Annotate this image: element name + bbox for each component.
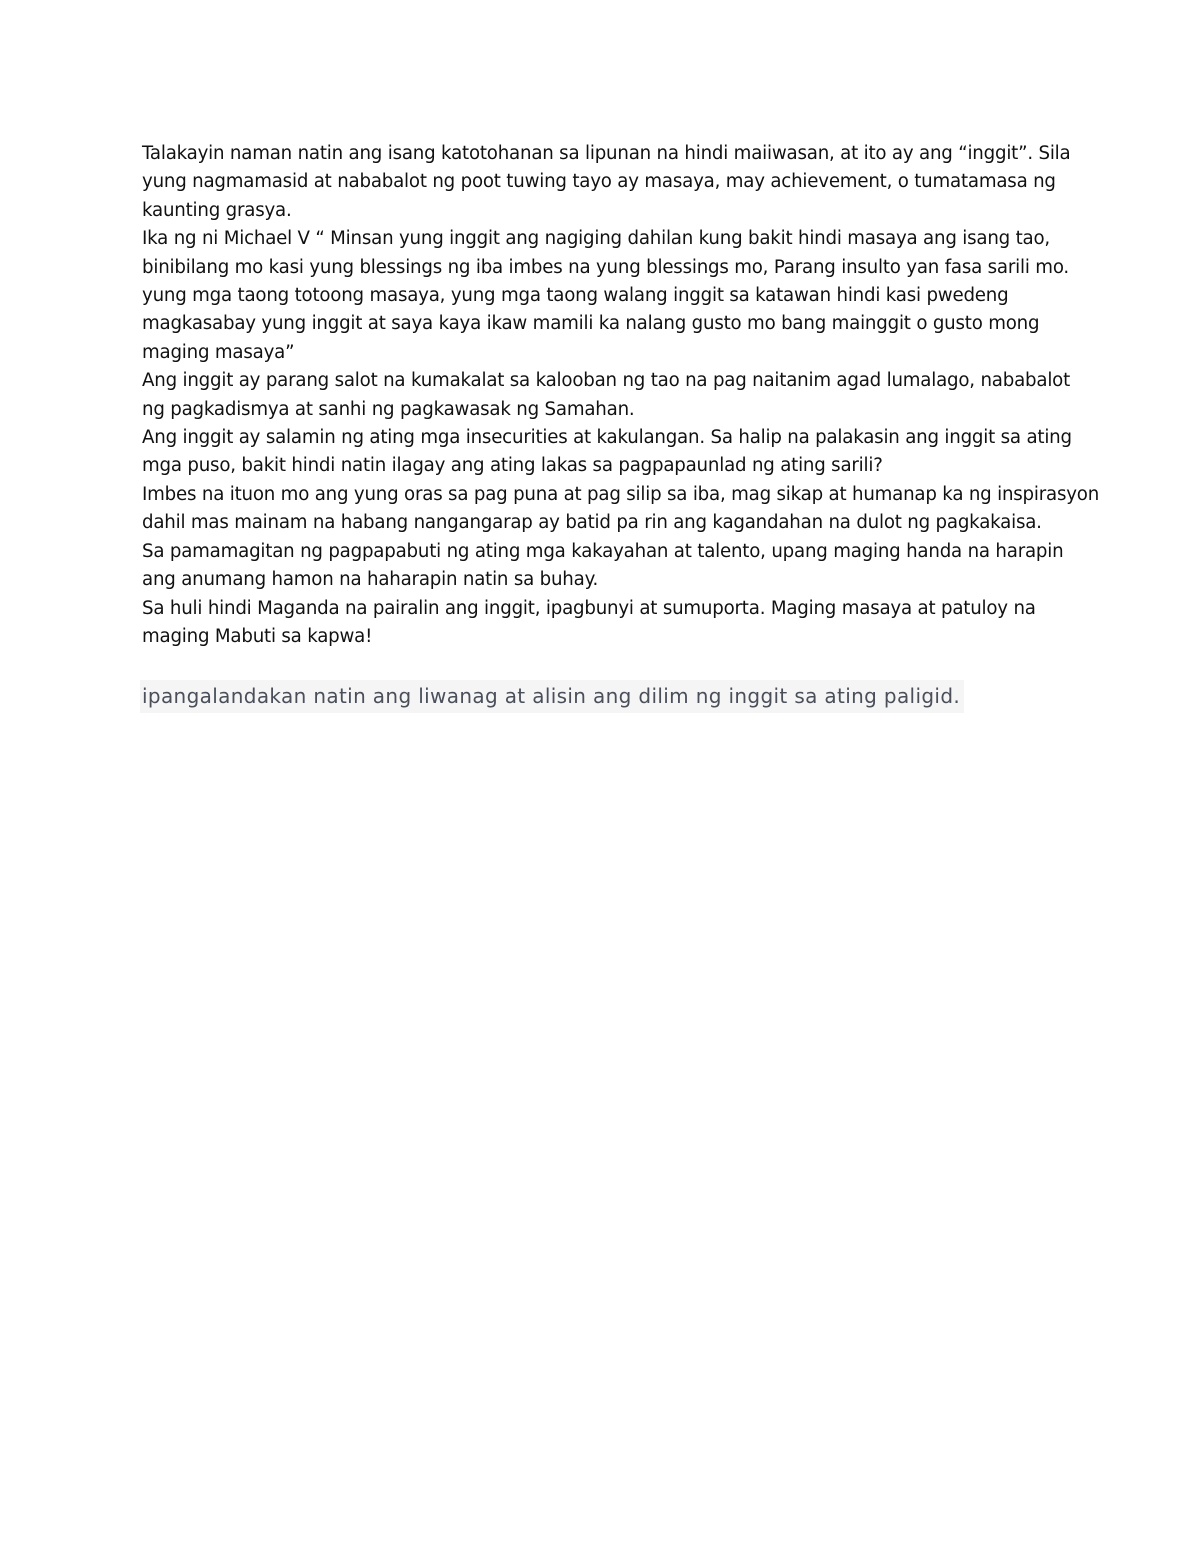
text-line: ang anumang hamon na haharapin natin sa buhay. [142, 569, 599, 591]
text-line: Ika ng ni Michael V “ Minsan yung inggit ang nagiging dahilan kung bakit hindi masaya ang isang tao, [142, 228, 1050, 250]
text-line: maging Mabuti sa kapwa! [142, 625, 373, 647]
text-line: Ang inggit ay salamin ng ating mga insecurities at kakulangan. Sa halip na palakasin ang inggit sa ating [142, 427, 1072, 449]
text-line: Talakayin naman natin ang isang katotohanan sa lipunan na hindi maiiwasan, at ito ay ang “inggit”. Sila [142, 143, 1071, 164]
text-line: Ang inggit ay parang salot na kumakalat sa kalooban ng tao na pag naitanim agad lumalago, nababalot [142, 370, 1071, 392]
closing-line: ipangalandakan natin ang liwanag at alisin ang dilim ng inggit sa ating paligid. [140, 680, 964, 713]
text-line: binibilang mo kasi yung blessings ng iba imbes na yung blessings mo, Parang insulto yan fasa sarili mo. [142, 256, 1070, 278]
text-line: Sa pamamagitan ng pagpapabuti ng ating mga kakayahan at talento, upang maging handa na harapin [142, 540, 1064, 562]
text-line: Imbes na ituon mo ang yung oras sa pag puna at pag silip sa iba, mag sikap at humanap ka ng inspirasyon [142, 483, 1100, 505]
body-text [142, 140, 1100, 651]
text-line: ng pagkadismya at sanhi ng pagkawasak ng Samahan. [142, 398, 635, 420]
text-line: yung mga taong totoong masaya, yung mga taong walang inggit sa katawan hindi kasi pwedeng [142, 285, 1009, 307]
text-line: mga puso, bakit hindi natin ilagay ang ating lakas sa pagpapaunlad ng ating sarili? [142, 455, 883, 477]
text-line: magkasabay yung inggit at saya kaya ikaw mamili ka nalang gusto mo bang mainggit o gusto mong [142, 313, 1040, 335]
text-line: maging masaya” [142, 341, 295, 363]
text-line: yung nagmamasid at nababalot ng poot tuwing tayo ay masaya, may achievement, o tumatamasa ng [142, 171, 1056, 193]
text-line: dahil mas mainam na habang nangangarap ay batid pa rin ang kagandahan na dulot ng pagkakaisa. [142, 512, 1042, 534]
text-line: kaunting grasya. [142, 199, 292, 221]
text-line: Sa huli hindi Maganda na pairalin ang inggit, ipagbunyi at sumuporta. Maging masaya at patuloy na [142, 597, 1036, 619]
